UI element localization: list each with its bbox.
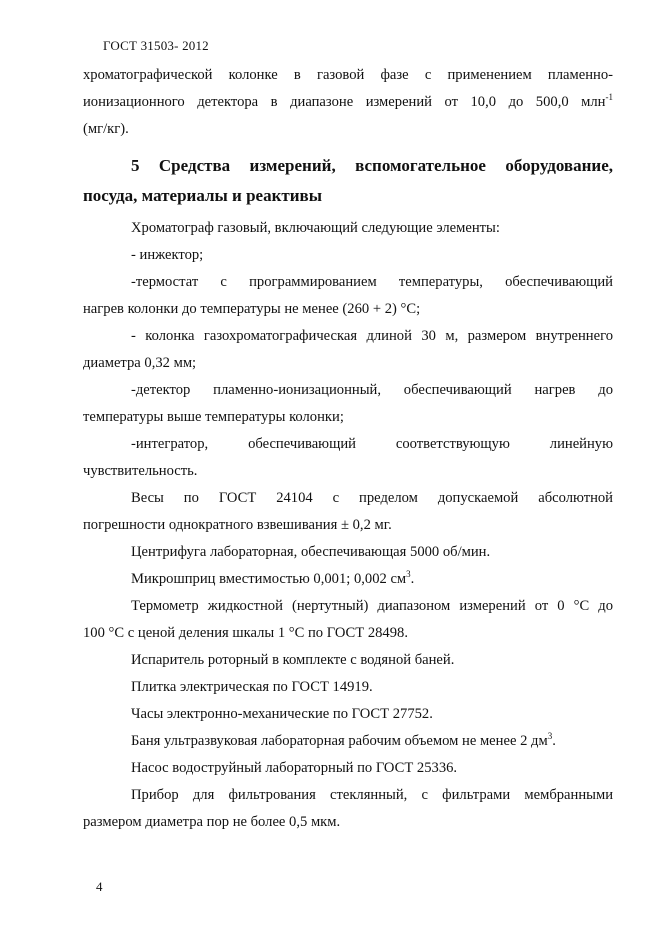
item-filter-line-1: Прибор для фильтрования стеклянный, с фильтрами мембранными [131, 787, 613, 803]
item-thermostat-line-2: нагрев колонки до температуры не менее (260 + 2) °С; [83, 301, 421, 317]
section-title [83, 151, 613, 211]
item-microsyringe-text: Микрошприц вместимостью 0,001; 0,002 см [131, 571, 407, 587]
item-integrator-line-1: -интегратор, обеспечивающий соответствующую линейную [131, 436, 613, 452]
item-column-line-2: диаметра 0,32 мм; [83, 355, 197, 371]
item-microsyringe [83, 566, 613, 593]
item-thermostat-line-1: -термостат с программированием температуры, обеспечивающий [131, 274, 613, 290]
intro-line-2-text: ионизационного детектора в диапазоне измерений от 10,0 до 500,0 млн [83, 94, 606, 110]
section-title-line-2: посуда, материалы и реактивы [83, 186, 322, 205]
item-bath-text: Баня ультразвуковая лабораторная рабочим объемом не менее 2 дм [131, 733, 548, 749]
page-body [83, 62, 613, 836]
item-pump: Насос водоструйный лабораторный по ГОСТ 25336. [131, 760, 458, 776]
intro-line-2-sup: -1 [605, 92, 613, 103]
item-column-line-1: - колонка газохроматографическая длиной 30 м, размером внутреннего [131, 328, 613, 344]
item-centrifuge: Центрифуга лабораторная, обеспечивающая 5000 об/мин. [131, 544, 491, 560]
item-microsyringe-end: . [410, 571, 415, 587]
document-code: ГОСТ 31503- 2012 [103, 38, 209, 53]
item-thermometer-line-1: Термометр жидкостной (нертутный) диапазоном измерений от 0 °С до [131, 598, 613, 614]
item-chromatograph: Хроматограф газовый, включающий следующие элементы: [131, 220, 500, 236]
item-hotplate: Плитка электрическая по ГОСТ 14919. [131, 679, 373, 695]
item-integrator-line-2: чувствительность. [83, 463, 198, 479]
intro-line-2 [83, 89, 613, 116]
item-bath [83, 728, 613, 755]
item-detector-line-1: -детектор пламенно-ионизационный, обеспечивающий нагрев до [131, 382, 613, 398]
item-bath-end: . [552, 733, 556, 749]
item-scales-line-2: погрешности однократного взвешивания ± 0,2 мг. [83, 517, 392, 533]
item-thermometer-line-2: 100 °С с ценой деления шкалы 1 °С по ГОСТ 28498. [83, 625, 408, 641]
item-injector: - инжектор; [131, 247, 204, 263]
item-detector-line-2: температуры выше температуры колонки; [83, 409, 344, 425]
item-evaporator: Испаритель роторный в комплекте с водяной баней. [131, 652, 455, 668]
item-microsyringe-sup: 3 [406, 569, 411, 580]
item-clock: Часы электронно-механические по ГОСТ 27752. [131, 706, 433, 722]
page-number: 4 [96, 879, 103, 894]
item-bath-sup: 3 [547, 731, 553, 742]
section-title-line-1: 5 Средства измерений, вспомогательное оборудование, [131, 156, 613, 175]
intro-line-1: хроматографической колонке в газовой фазе с применением пламенно- [83, 67, 613, 83]
item-scales-line-1: Весы по ГОСТ 24104 с пределом допускаемой абсолютной [131, 490, 613, 506]
item-filter-line-2: размером диаметра пор не более 0,5 мкм. [83, 814, 341, 830]
intro-line-3: (мг/кг). [83, 121, 129, 137]
